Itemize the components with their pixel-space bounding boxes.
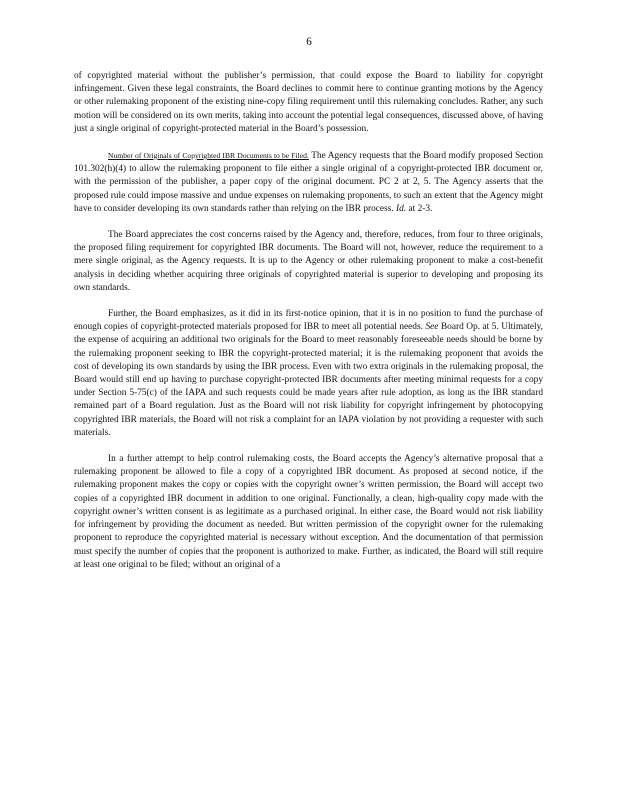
- paragraph-text: Further, the Board emphasizes, as it did in its first-notice opinion, that it is in no position to fund the purchase of enough copies of copyright-protected materials proposed for IBR to meet all potential needs.: [74, 309, 543, 333]
- document-body: [74, 70, 543, 585]
- paragraph-text: In a further attempt to help control rulemaking costs, the Board accepts the Agency’s alternative proposal that a rulemaking proponent be allowed to file a copy of a copyrighted IBR document. As proposed at second notice, if the rulemaking proponent makes the copy or copies with the copyright owner’s written permission, the Board will accept two copies of a copyrighted IBR document in addition to one original. Functionally, a clean, high-quality copy made with the copyright owner’s written consent is as legitimate as a purchased original. In either case, the Board would not risk liability for infringement by providing the document as needed. But written permission of the copyright owner for the rulemaking proponent to reproduce the copyrighted material is necessary without exception. And the documentation of that permission must specify the number of copies that the proponent is authorized to make. Further, as indicated, the Board will still require at least one original to be filed; without an original of a: [74, 454, 543, 570]
- paragraph-text: The Agency requests that the Board modify proposed Section 101.302(h)(4) to allow the rulemaking proponent to file either a single original of a copyright-protected IBR document or, with the permission of the publisher, a paper copy of the original document. PC 2 at 2, 5. The Agency asserts that the proposed rule could impose massive and undue expenses on rulemaking proponents, to such an extent that the Agency might have to consider developing its own standards rather than relying on the IBR process.: [74, 151, 543, 214]
- paragraph-text: The Board appreciates the cost concerns raised by the Agency and, therefore, reduces, from four to three originals, the proposed filing requirement for copyrighted IBR documents. The Board will not, however, reduce the requirement to a mere single original, as the Agency requests. It is up to the Agency or other rulemaking proponent to make a cost-benefit analysis in deciding whether acquiring three originals of copyrighted material is superior to developing and proposing its own standards.: [74, 230, 543, 293]
- paragraph-5: [74, 453, 543, 572]
- paragraph-text: of copyrighted material without the publisher’s permission, that could expose the Board to liability for copyright infringement. Given these legal constraints, the Board declines to commit here to continue granting motions by the Agency or other rulemaking proponent of the existing nine-copy filing requirement until this rulemaking concludes. Rather, any such motion will be considered on its own merits, taking into account the potential legal consequences, discussed above, of having just a single original of copyright-protected material in the Board’s possession.: [74, 71, 543, 134]
- paragraph-3: [74, 229, 543, 295]
- section-heading: Number of Originals of Copyrighted IBR Documents to be Filed.: [108, 151, 309, 161]
- paragraph-text: at 2-3.: [406, 203, 433, 214]
- paragraph-text: Board Op. at 5. Ultimately, the expense of acquiring an additional two originals for the Board to meet reasonably foreseeable needs should be borne by the rulemaking proponent seeking to IBR the copyright-protected material; it is the rulemaking proponent that avoids the cost of developing its own standards by using the IBR process. Even with two extra originals in the rulemaking proposal, the Board would still end up having to purchase copyright-protected IBR documents after meeting minimal requests for a copy under Section 5-75(c) of the IAPA and such requests could be made years after rule adoption, as long as the IBR standard remained part of a Board regulation. Just as the Board will not risk liability for copyright infringement by photocopying copyrighted IBR materials, the Board will not risk a complaint for an IAPA violation by not providing a requester with such materials.: [74, 322, 543, 438]
- paragraph-1: [74, 70, 543, 136]
- page-number: 6: [306, 36, 312, 48]
- citation-signal: Id.: [396, 203, 407, 214]
- paragraph-2: [74, 149, 543, 216]
- citation-signal: See: [425, 322, 439, 333]
- paragraph-4: [74, 308, 543, 440]
